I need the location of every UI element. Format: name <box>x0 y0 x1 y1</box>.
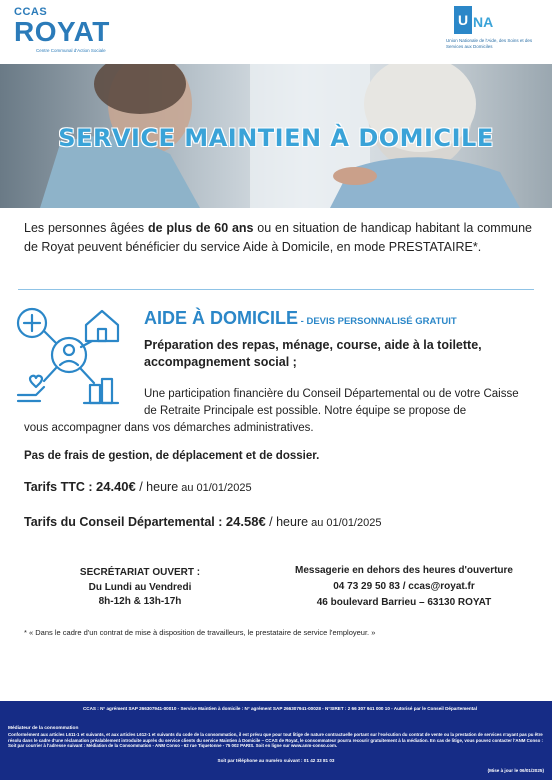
tarif-ttc-amount: 24.40€ <box>96 479 136 494</box>
page-header <box>0 0 552 64</box>
tarif-ttc-label: Tarifs TTC : <box>24 480 96 494</box>
page-footer <box>0 701 552 780</box>
footer-agrement: CCAS : N° agrément SAP 266307941-00010 - Service Maintien à domicile : N° agrément SAP 266307941-00028 - N°SIRET : 2 66 307 941 000 10 - Autorisé par le Conseil Départemental <box>82 706 478 711</box>
footer-mediateur-text: Conformément aux articles L611-1 et suivants, et aux articles L612-1 et suivants du code de la consommation, il est prévu que pour tout litige de nature contractuelle portant sur l'exécution du contrat de vente ou la prestation de services n'ayant pas pu être résolu dans le cadre d'une réclamation préalablement introduite auprès du service clients du service Maintien à Domicile – CCAS de Royat, le consommateur pourra recourir gratuitement à la médiation. En cas de litige, vous pouvez contacter l'ANM Conso : Soit par courrier à l'adresse suivant : Médiation de la Consommation - ANM Conso - 62 rue Tiquetonne - 75 002 PARIS. Soit en ligne sur www.anm-conso.com. <box>8 732 543 749</box>
una-na: NA <box>473 14 494 30</box>
una-mark <box>454 6 506 34</box>
participation-text-cont: vous accompagner dans vos démarches administratives. <box>24 422 314 434</box>
tarif-conseil <box>24 513 381 531</box>
aide-heading <box>144 308 544 329</box>
tarif-cd-unit: / heure <box>265 515 309 529</box>
participation-text: Une participation financière du Conseil Départemental ou de votre Caisse de Retraite Principale est possible. Notre équipe se propose de <box>144 388 519 417</box>
messagerie-contact: 04 73 29 50 83 / ccas@royat.fr <box>333 581 475 592</box>
hero-banner <box>0 64 552 208</box>
footer-update-date: (Mise à jour le 06/01/2025) <box>487 768 544 773</box>
messagerie-title: Messagerie en dehors des heures d'ouverture <box>294 565 513 576</box>
prestataire-note: * « Dans le cadre d'un contrat de mise à disposition de travailleurs, le prestataire de service l'employeur. » <box>24 628 376 637</box>
no-fees-text: Pas de frais de gestion, de déplacement et de dossier. <box>24 450 320 462</box>
ccas-royat-logo <box>14 6 134 60</box>
tarif-cd-label: Tarifs du Conseil Départemental : <box>24 515 226 529</box>
intro-bold: de plus de 60 ans <box>147 221 254 235</box>
logo-ccas-name: ROYAT <box>14 16 110 47</box>
logo-ccas-tagline: Centre Communal d'Action Sociale <box>36 48 106 53</box>
tarif-ttc-unit: / heure <box>135 480 179 494</box>
hero-title: SERVICE MAINTIEN À DOMICILE <box>58 124 494 152</box>
una-logo <box>446 6 546 58</box>
secretariat-times: 8h-12h & 13h-17h <box>98 596 182 607</box>
footer-mediateur-title: Médiateur de la consommation <box>8 726 79 731</box>
aide-subtitle: - DEVIS PERSONNALISÉ GRATUIT <box>298 316 457 327</box>
tarif-cd-date: au 01/01/2025 <box>308 517 382 529</box>
home-care-icon <box>14 303 124 409</box>
secretariat-hours <box>70 566 210 610</box>
aide-title: AIDE À DOMICILE <box>144 308 299 328</box>
tarif-ttc <box>24 478 252 496</box>
tarif-cd-amount: 24.58€ <box>225 514 266 529</box>
messagerie-address: 46 boulevard Barrieu – 63130 ROYAT <box>316 597 492 608</box>
section-divider <box>18 289 534 290</box>
una-u: U <box>454 6 472 34</box>
intro-paragraph <box>24 219 532 256</box>
intro-part1: Les personnes âgées <box>24 221 148 235</box>
secretariat-days: Du Lundi au Vendredi <box>88 581 192 593</box>
una-caption: Union Nationale de l'Aide, des Soins et des Services aux Domiciles <box>446 38 533 49</box>
footer-telephone: Soit par téléphone au numéro suivant : 01 42 33 81 03 <box>217 758 335 763</box>
logo-ccas-top: CCAS <box>14 6 48 18</box>
messagerie-block <box>284 563 524 611</box>
intro-part2: ou en situation de handicap habitant la commune de Royat peuvent bénéficier du service Aide à Domicile, en mode PRESTATAIRE*. <box>24 221 532 254</box>
tarif-ttc-date: au 01/01/2025 <box>178 482 252 494</box>
secretariat-title: SECRÉTARIAT OUVERT : <box>79 567 201 578</box>
services-list: Préparation des repas, ménage, course, aide à la toilette, accompagnement social ; <box>144 338 482 369</box>
